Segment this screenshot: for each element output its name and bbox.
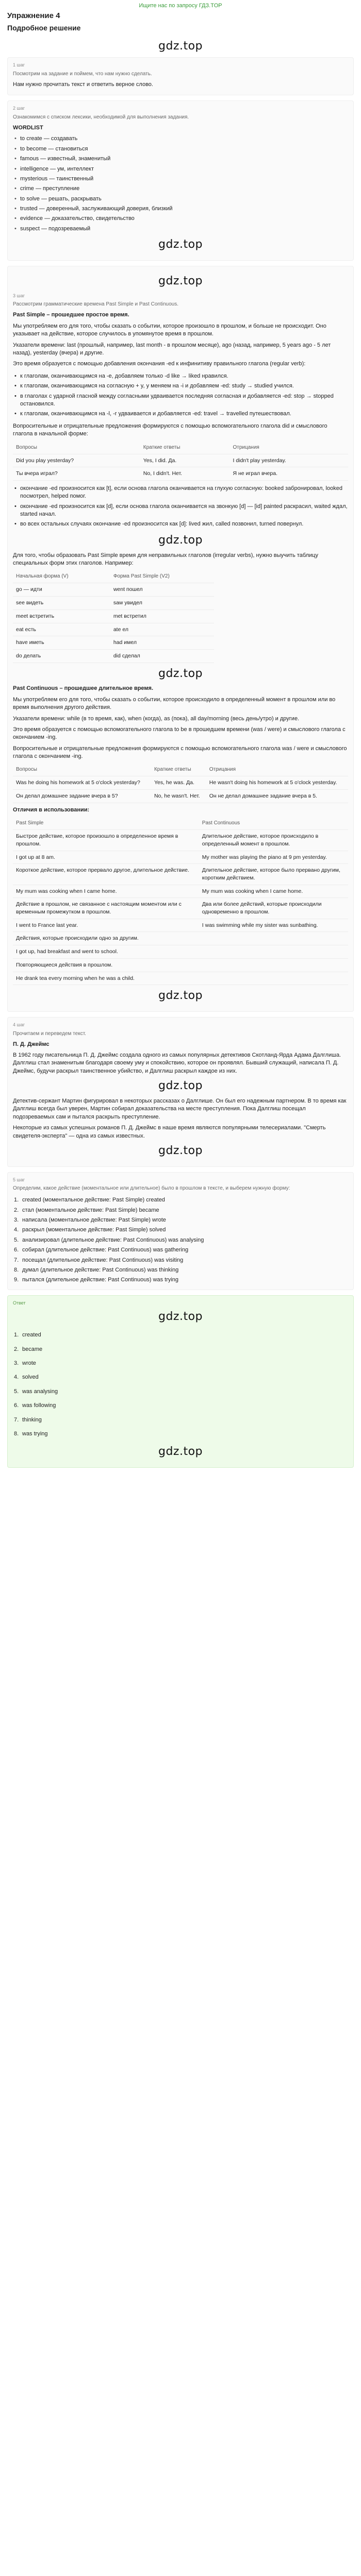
irregular-verbs-table xyxy=(13,570,214,663)
rules-list xyxy=(13,371,348,419)
table-row xyxy=(13,919,348,932)
past-simple-heading: Past Simple – прошедшее простое время. xyxy=(13,312,129,318)
table-cell: had имел xyxy=(110,636,214,650)
past-continuous-heading: Past Continuous – прошедшее длительное время. xyxy=(13,685,154,692)
answer-list xyxy=(13,1328,348,1441)
table-cell: eat есть xyxy=(13,623,110,636)
step-hint: Прочитаем и переведем текст. xyxy=(13,1030,86,1037)
table-cell: Короткое действие, которое прервало другое, длительное действие. xyxy=(13,864,199,885)
list-item: was following xyxy=(22,1402,56,1409)
table-row xyxy=(13,945,348,959)
list-item: • к глаголам, оканчивающимся на -e, добавляем только -d like → liked нравился. xyxy=(13,371,348,381)
table-cell: Я не играл вчера. xyxy=(230,467,349,481)
text-author: П. Д. Джеймс xyxy=(13,1041,50,1047)
list-item: • famous — известный, знаменитый xyxy=(13,154,348,164)
list-item: • crime — преступление xyxy=(13,184,348,194)
watermark: gdz.top xyxy=(158,1445,203,1459)
step-2 xyxy=(7,100,354,261)
table-cell: I got up, had breakfast and went to school. xyxy=(13,945,199,959)
table-cell: Длительное действие, которое происходило в определенный момент в прошлом. xyxy=(199,830,348,851)
list-item: собирал (длительное действие: Past Continuous) was gathering xyxy=(22,1247,189,1253)
watermark: gdz.top xyxy=(158,275,203,288)
list-item: • к глаголам, оканчивающимся на согласную + y, у меняем на -i и добавляем -ed: study → studied учился. xyxy=(13,381,348,391)
paragraph: Это время образуется с помощью вспомогательного глагола to be в прошедшем времени (was / were) и смыслового глагола с окончанием -ing. xyxy=(13,726,346,741)
table-row xyxy=(13,851,348,864)
table-row xyxy=(13,609,214,623)
paragraph: Это время образуется с помощью добавления окончания -ed к инфинитиву правильного глагола (regular verb): xyxy=(13,361,306,367)
step-hint: Определим, какое действие (моментальное или длительное) было в прошлом в тексте, и выберем нужную форму: xyxy=(13,1185,290,1192)
list-item: написала (моментальное действие: Past Simple) wrote xyxy=(22,1217,166,1224)
watermark: gdz.top xyxy=(158,533,203,547)
table-header-row xyxy=(13,764,348,776)
table-cell: No, I didn't. Нет. xyxy=(140,467,230,481)
past-simple-questions-table xyxy=(13,442,348,481)
table-cell xyxy=(199,972,348,985)
list-item: was trying xyxy=(22,1430,48,1437)
list-item: • trusted — доверенный, заслуживающий доверия, близкий xyxy=(13,204,348,214)
list-item: • evidence — доказательство, свидетельство xyxy=(13,214,348,224)
analysis-list xyxy=(13,1195,348,1285)
table-cell: Did you play yesterday? xyxy=(13,454,140,467)
step-label: 1 шаг xyxy=(13,62,25,68)
table-row xyxy=(13,583,214,597)
table-cell: No, he wasn't. Нет. xyxy=(151,790,206,803)
paragraph: Указатели времени: while (в то время, как), when (когда), as (пока), all day/morning (весь день/утро) и другие. xyxy=(13,715,300,722)
table-header-row xyxy=(13,442,348,454)
list-item: thinking xyxy=(22,1416,42,1423)
table-row xyxy=(13,972,348,985)
table-cell: He wasn't doing his homework at 5 o'clock yesterday. xyxy=(206,776,348,790)
table-cell: Он делал домашнее задание вчера в 5? xyxy=(13,790,151,803)
table-cell: go — идти xyxy=(13,583,110,597)
table-cell: met встретил xyxy=(110,609,214,623)
table-header-row xyxy=(13,817,348,830)
table-header-row xyxy=(13,570,214,583)
table-row xyxy=(13,623,214,636)
watermark: gdz.top xyxy=(158,39,203,53)
list-item: • to create — создавать xyxy=(13,134,348,144)
table-cell: Действия, которые происходили одно за другим. xyxy=(13,932,199,945)
table-row xyxy=(13,790,348,803)
table-cell: went пошел xyxy=(110,583,214,597)
table-header: Отрицания xyxy=(206,764,348,776)
step-hint: Ознакомимся с списком лексики, необходимой для выполнения задания. xyxy=(13,114,189,120)
wordlist xyxy=(13,134,348,234)
table-cell: My mother was playing the piano at 9 pm yesterday. xyxy=(199,851,348,864)
step-label: 2 шаг xyxy=(13,106,25,111)
table-cell: Длительное действие, которое было прервано другим, коротким действием. xyxy=(199,864,348,885)
table-row xyxy=(13,636,214,650)
compare-heading: Отличия в использовании: xyxy=(13,806,90,813)
step-label: 4 шаг xyxy=(13,1022,25,1027)
paragraph: Указатели времени: last (прошлый, например, last month - в прошлом месяце), ago (назад, например, 5 years ago - 5 лет назад), yesterday (вчера) и другие. xyxy=(13,342,331,357)
step-text: Нам нужно прочитать текст и ответить верное слово. xyxy=(13,81,153,88)
exercise-title: Упражнение 4 xyxy=(7,11,60,20)
table-header: Past Continuous xyxy=(199,817,348,830)
table-cell: Он не делал домашнее задание вчера в 5. xyxy=(206,790,348,803)
list-item: • to become — становиться xyxy=(13,144,348,154)
answer-label: Ответ xyxy=(13,1300,26,1306)
list-item: was analysing xyxy=(22,1388,58,1395)
watermark: gdz.top xyxy=(158,238,203,251)
watermark: gdz.top xyxy=(158,667,203,680)
paragraph: Вопросительные и отрицательные предложения формируются с помощью вспомогательного глагола did и смыслового глагола в начальной форме: xyxy=(13,422,327,437)
table-cell: Быстрое действие, которое произошло в определенное время в прошлом. xyxy=(13,830,199,851)
list-item: • suspect — подозреваемый xyxy=(13,224,348,234)
list-item: • окончание -ed произносится как [d], если основа глагола оканчивается на звонкую [d] — [id] painted раскрасил, waited ждал, started начал. xyxy=(13,502,348,520)
list-item: created xyxy=(22,1332,41,1338)
table-header: Краткие ответы xyxy=(151,764,206,776)
table-cell: I got up at 8 am. xyxy=(13,851,199,864)
table-header: Краткие ответы xyxy=(140,442,230,454)
list-item: became xyxy=(22,1346,43,1352)
answer-block xyxy=(7,1295,354,1468)
past-continuous-questions-table xyxy=(13,764,348,803)
table-row xyxy=(13,454,348,467)
table-cell: Yes, I did. Да. xyxy=(140,454,230,467)
table-row xyxy=(13,830,348,851)
list-item: created (моментальное действие: Past Simple) created xyxy=(22,1197,165,1204)
table-cell: meet встретить xyxy=(13,609,110,623)
wordlist-title: WORDLIST xyxy=(13,124,43,131)
list-item: • intelligence — ум, интеллект xyxy=(13,164,348,174)
table-header: Вопросы xyxy=(13,442,140,454)
step-hint: Посмотрим на задание и поймем, что нам нужно сделать. xyxy=(13,71,152,77)
solution-subtitle: Подробное решение xyxy=(7,24,81,32)
paragraph: Вопросительные и отрицательные предложения формируются с помощью вспомогательного глагола was / were и смыслового глагола с окончанием -ing. xyxy=(13,745,347,760)
table-header: Вопросы xyxy=(13,764,151,776)
table-cell: Действие в прошлом, не связанное с настоящим моментом или с временным промежутком в прошлом. xyxy=(13,898,199,919)
table-header: Начальная форма (V) xyxy=(13,570,110,583)
table-row xyxy=(13,864,348,885)
table-header: Past Simple xyxy=(13,817,199,830)
table-cell: Повторяющиеся действия в прошлом. xyxy=(13,958,199,972)
list-item: • во всех остальных случаях окончание -ed произносится как [d]: lived жил, called позвонил, turned повернул. xyxy=(13,519,348,529)
list-item: анализировал (длительное действие: Past Continuous) was analysing xyxy=(22,1236,204,1243)
table-cell xyxy=(199,958,348,972)
watermark: gdz.top xyxy=(158,1144,203,1157)
list-item: стал (моментальное действие: Past Simple) became xyxy=(22,1207,159,1213)
table-cell: saw увидел xyxy=(110,597,214,610)
pronunciation-list xyxy=(13,484,348,530)
step-1 xyxy=(7,57,354,95)
paragraph: Для того, чтобы образовать Past Simple время для неправильных глаголов (irregular verbs), нужно выучить таблицу специальных форм этих глаголов. Например: xyxy=(13,552,318,567)
list-item: wrote xyxy=(22,1360,36,1366)
watermark: gdz.top xyxy=(158,1079,203,1093)
list-item: пытался (длительное действие: Past Continuous) was trying xyxy=(22,1277,179,1283)
table-cell: ate ел xyxy=(110,623,214,636)
table-row xyxy=(13,597,214,610)
table-cell: I went to France last year. xyxy=(13,919,199,932)
table-row xyxy=(13,932,348,945)
table-cell: I was swimming while my sister was sunbathing. xyxy=(199,919,348,932)
step-label: 5 шаг xyxy=(13,1177,25,1182)
step-hint: Рассмотрим грамматические времена Past Simple и Past Continuous. xyxy=(13,301,178,308)
table-row xyxy=(13,885,348,898)
watermark: gdz.top xyxy=(158,1310,203,1324)
list-item: • в глаголах с ударной гласной между согласными удваивается последняя согласная и добавляется -ed: stop → stopped остановился. xyxy=(13,392,348,410)
top-search-link[interactable]: Ищите нас по запросу ГДЗ.TOP xyxy=(139,3,222,9)
step-4 xyxy=(7,1017,354,1167)
paragraph: Мы употребляем его для того, чтобы сказать о событии, которое происходило в определенный момент в прошлом или во время выполнения другого действия. xyxy=(13,696,336,711)
table-cell: see видеть xyxy=(13,597,110,610)
list-item: solved xyxy=(22,1374,39,1381)
table-cell xyxy=(199,932,348,945)
table-header: Отрицания xyxy=(230,442,349,454)
paragraph: В 1962 году писательница П. Д. Джеймс создала одного из самых популярных детективов Скотланд-Ярда Адама Далглиша. Далглиш стал знаменитым благодаря своему уму и спокойствию, которое он проявлял. Бывший служащий, написала П. Д. Джеймс, будучи раскрыл таинственное убийство, и Далглиш раскрыл каждое из них. xyxy=(13,1052,341,1074)
table-cell: Два или более действий, которые происходили одновременно в прошлом. xyxy=(199,898,348,919)
step-5 xyxy=(7,1172,354,1290)
table-row xyxy=(13,958,348,972)
paragraph: Некоторые из самых успешных романов П. Д. Джеймс в наше время являются популярными телесериалами. "Смерть свидетеля-эксперта" — одна из самых известных. xyxy=(13,1125,326,1139)
list-item: думал (длительное действие: Past Continuous) was thinking xyxy=(22,1267,179,1274)
table-cell: Yes, he was. Да. xyxy=(151,776,206,790)
paragraph: Детектив-сержант Мартин фигурировал в некоторых рассказах о Далглише. Он был его надежным партнером. В то время как Далглиш всегда был уверен, Мартин собирал доказательства на месте преступления. Пока Далглиш посещал подозреваемых сам и пытался раскрыть преступление. xyxy=(13,1097,347,1120)
list-item: раскрыл (моментальное действие: Past Simple) solved xyxy=(22,1227,166,1233)
table-row xyxy=(13,776,348,790)
watermark: gdz.top xyxy=(158,989,203,1003)
table-cell: Ты вчера играл? xyxy=(13,467,140,481)
table-row xyxy=(13,649,214,663)
table-cell: Was he doing his homework at 5 o'clock yesterday? xyxy=(13,776,151,790)
table-cell: do делать xyxy=(13,649,110,663)
table-cell: My mum was cooking when I came home. xyxy=(199,885,348,898)
table-row xyxy=(13,467,348,481)
step-label: 3 шаг xyxy=(13,293,25,298)
list-item: • окончание -ed произносится как [t], если основа глагола оканчивается на глухую согласную: booked забронировал, looked посмотрел, helped помог. xyxy=(13,484,348,502)
comparison-table xyxy=(13,817,348,985)
step-3 xyxy=(7,266,354,1012)
list-item: • к глаголам, оканчивающимся на -l, -r удваивается и добавляется -ed: travel → travelled путешествовал. xyxy=(13,409,348,419)
list-item: • to solve — решать, раскрывать xyxy=(13,194,348,204)
list-item: посещал (длительное действие: Past Continuous) was visiting xyxy=(22,1257,184,1263)
table-cell: I didn't play yesterday. xyxy=(230,454,349,467)
table-cell: have иметь xyxy=(13,636,110,650)
table-cell: did сделал xyxy=(110,649,214,663)
table-cell: My mum was cooking when I came home. xyxy=(13,885,199,898)
list-item: • mysterious — таинственный xyxy=(13,174,348,184)
table-header: Форма Past Simple (V2) xyxy=(110,570,214,583)
table-cell: He drank tea every morning when he was a child. xyxy=(13,972,199,985)
table-cell xyxy=(199,945,348,959)
paragraph: Мы употребляем его для того, чтобы сказать о событии, которое произошло в прошлом, и больше не происходит. Оно указывает на действие, которое случилось в упомянутое время в прошлом. xyxy=(13,323,326,337)
table-row xyxy=(13,898,348,919)
